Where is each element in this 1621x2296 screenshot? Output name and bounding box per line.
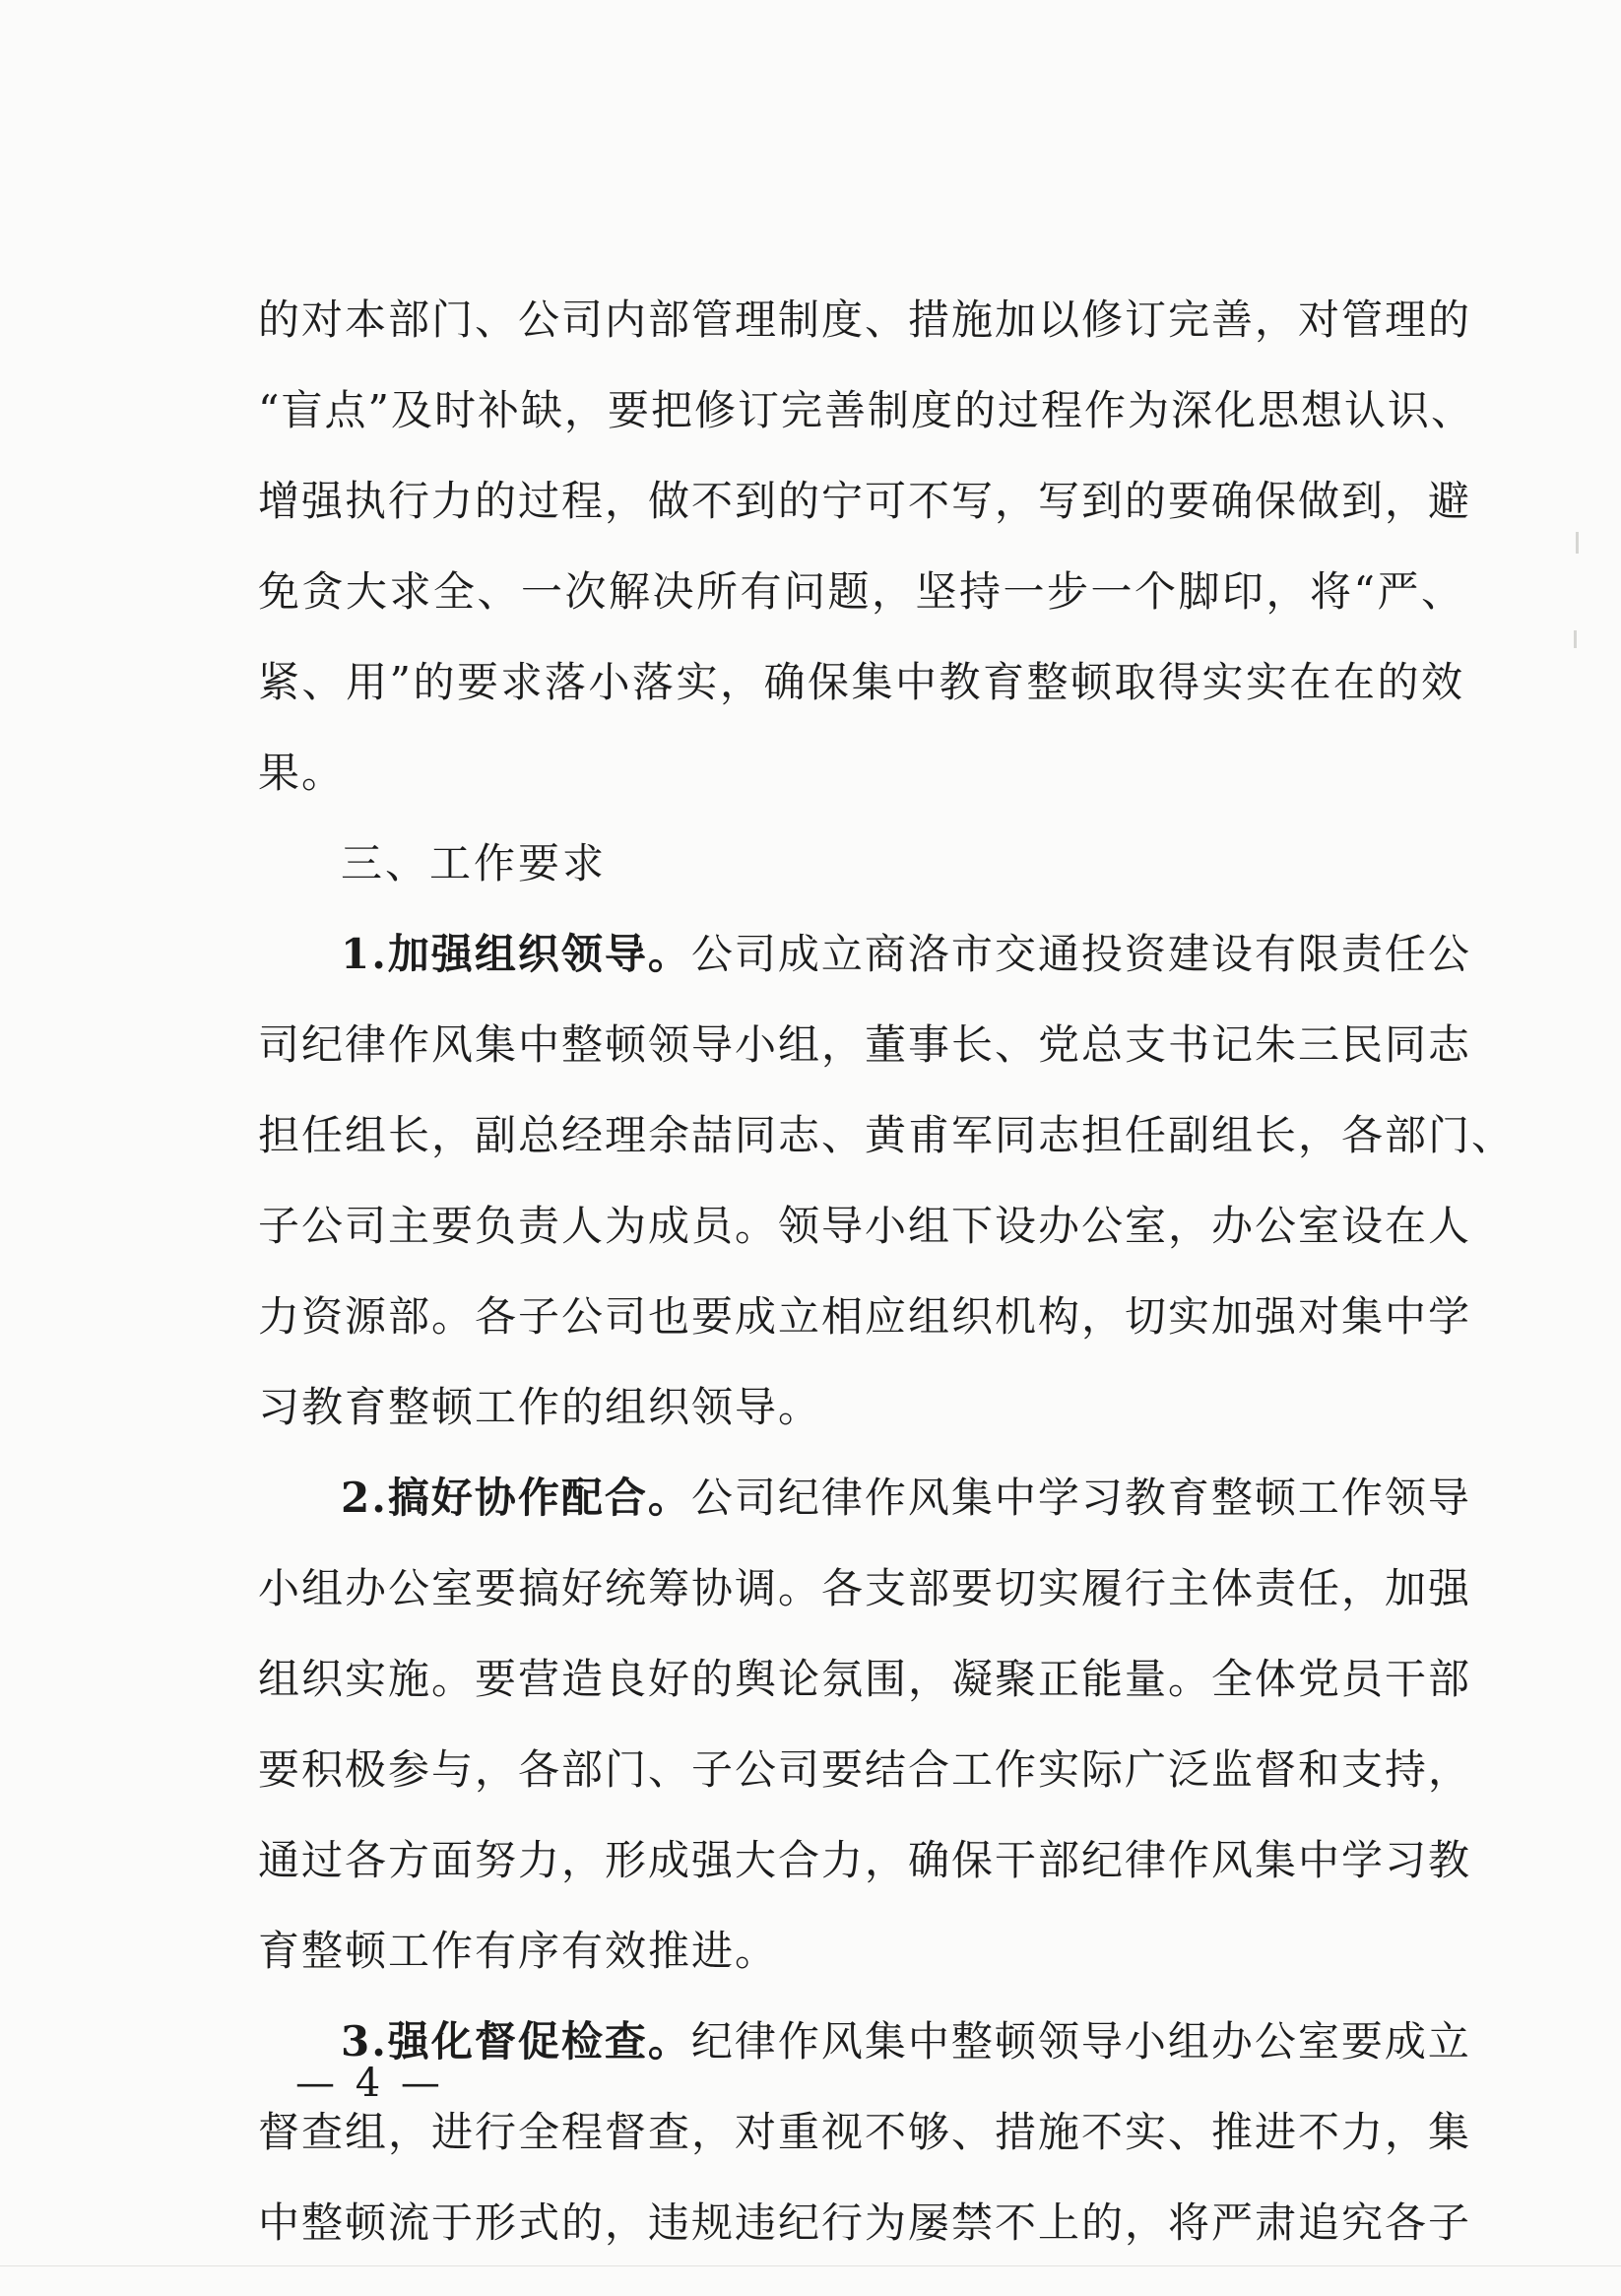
paragraph-line: “盲点”及时补缺，要把修订完善制度的过程作为深化思想认识、 — [258, 386, 1474, 434]
paragraph-line: 免贪大求全、一次解决所有问题，坚持一步一个脚印，将“严、 — [258, 567, 1464, 616]
paragraph-line: 力资源部。各子公司也要成立相应组织机构，切实加强对集中学 — [258, 1292, 1472, 1341]
paragraph-line: 紧、用”的要求落小落实，确保集中教育整顿取得实实在在的效 — [258, 658, 1464, 706]
item-lead: 3.强化督促检查。 — [341, 2017, 691, 2066]
item-first-line — [341, 920, 1471, 989]
item-first-line — [341, 1464, 1471, 1533]
item-first-line-text: 公司纪律作风集中学习教育整顿工作领导 — [690, 1474, 1471, 1522]
paragraph-line: 育整顿工作有序有效推进。 — [258, 1927, 779, 1975]
item-lead: 2.搞好协作配合。 — [341, 1474, 691, 1522]
item-first-line — [341, 2007, 1471, 2076]
section-heading: 三、工作要求 — [341, 839, 608, 887]
paragraph-line: 习教育整顿工作的组织领导。 — [258, 1383, 822, 1431]
paragraph-line: 督查组，进行全程督查，对重视不够、措施不实、推进不力，集 — [258, 2108, 1472, 2156]
paragraph-line: 担任组长，副总经理余喆同志、黄甫军同志担任副组长，各部门、 — [258, 1111, 1516, 1159]
scan-artifact — [1574, 630, 1577, 648]
paragraph-line: 通过各方面努力，形成强大合力，确保干部纪律作风集中学习教 — [258, 1836, 1472, 1884]
paragraph-line: 要积极参与，各部门、子公司要结合工作实际广泛监督和支持， — [258, 1745, 1472, 1794]
page-number: — 4 — — [295, 2061, 444, 2106]
scan-edge-line — [0, 2265, 1621, 2266]
paragraph-line: 的对本部门、公司内部管理制度、措施加以修订完善，对管理的 — [258, 295, 1472, 344]
paragraph-line: 中整顿流于形式的，违规违纪行为屡禁不上的，将严肃追究各子 — [258, 2198, 1472, 2247]
paragraph-line: 组织实施。要营造良好的舆论氛围，凝聚正能量。全体党员干部 — [258, 1655, 1472, 1703]
paragraph-line: 增强执行力的过程，做不到的宁可不写，写到的要确保做到，避 — [258, 477, 1472, 525]
item-lead: 1.加强组织领导。 — [341, 930, 691, 978]
scan-artifact — [1576, 532, 1579, 554]
item-first-line-text: 纪律作风集中整顿领导小组办公室要成立 — [690, 2017, 1471, 2066]
paragraph-line: 司纪律作风集中整顿领导小组，董事长、党总支书记朱三民同志 — [258, 1020, 1472, 1069]
paragraph-line: 果。 — [258, 749, 346, 797]
paragraph-line: 子公司主要负责人为成员。领导小组下设办公室，办公室设在人 — [258, 1202, 1472, 1250]
paragraph-line: 小组办公室要搞好统筹协调。各支部要切实履行主体责任，加强 — [258, 1564, 1472, 1612]
item-first-line-text: 公司成立商洛市交通投资建设有限责任公 — [690, 930, 1471, 978]
